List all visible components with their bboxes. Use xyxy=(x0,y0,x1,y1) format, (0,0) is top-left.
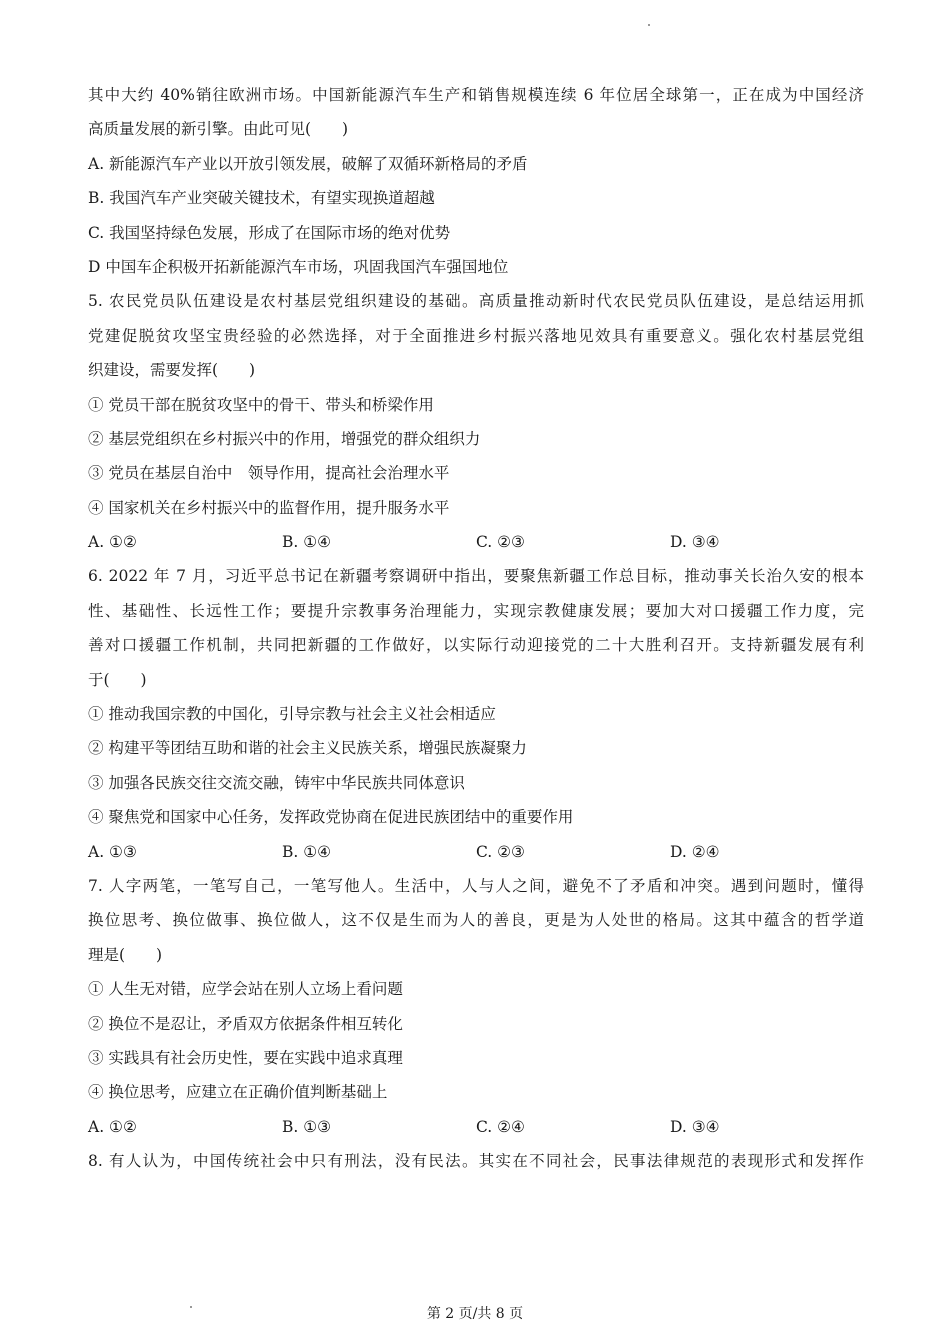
q7-item-4: ④ 换位思考，应建立在正确价值判断基础上 xyxy=(88,1083,388,1102)
q7-choices xyxy=(88,1110,864,1144)
exam-page-content xyxy=(88,78,864,1179)
q6-item-4: ④ 聚焦党和国家中心任务，发挥政党协商在促进民族团结中的重要作用 xyxy=(88,808,574,827)
q7-stem-line: 换位思考、换位做事、换位做人，这不仅是生而为人的善良，更是为人处世的格局。这其中蕴含的哲学道 xyxy=(88,911,864,930)
question-6 xyxy=(88,559,864,869)
q6-item-1: ① 推动我国宗教的中国化，引导宗教与社会主义社会相适应 xyxy=(88,705,496,724)
q5-choice-d: D. ③④ xyxy=(670,533,720,552)
q7-item-1: ① 人生无对错，应学会站在别人立场上看问题 xyxy=(88,980,403,999)
q8-stem-line: 8. 有人认为，中国传统社会中只有刑法，没有民法。其实在不同社会，民事法律规范的表现形式和发挥作 xyxy=(88,1152,864,1171)
q7-stem-line: 理是( ) xyxy=(88,945,163,964)
q6-choices xyxy=(88,835,864,869)
q4-option-c: C. 我国坚持绿色发展，形成了在国际市场的绝对优势 xyxy=(88,223,451,242)
q6-item-3: ③ 加强各民族交往交流交融，铸牢中华民族共同体意识 xyxy=(88,773,465,792)
q4-option-a: A. 新能源汽车产业以开放引领发展，破解了双循环新格局的矛盾 xyxy=(88,154,528,173)
q5-stem-line: 织建设，需要发挥( ) xyxy=(88,361,256,380)
q7-choice-a: A. ①② xyxy=(88,1117,137,1136)
q7-choice-c: C. ②④ xyxy=(476,1117,525,1136)
q6-stem-line: 于( ) xyxy=(88,670,147,689)
q5-choices xyxy=(88,525,864,559)
q5-choice-b: B. ①④ xyxy=(282,533,332,552)
q6-stem-line: 性、基础性、长远性工作；要提升宗教事务治理能力，实现宗教健康发展；要加大对口援疆工作力度，完 xyxy=(88,601,864,620)
q6-item-2: ② 构建平等团结互助和谐的社会主义民族关系，增强民族凝聚力 xyxy=(88,739,527,758)
q7-choice-b: B. ①③ xyxy=(282,1117,332,1136)
q5-item-3: ③ 党员在基层自治中 领导作用，提高社会治理水平 xyxy=(88,464,450,483)
q4-option-b: B. 我国汽车产业突破关键技术，有望实现换道超越 xyxy=(88,189,435,208)
q5-choice-a: A. ①② xyxy=(88,533,137,552)
q5-stem-line: 5. 农民党员队伍建设是农村基层党组织建设的基础。高质量推动新时代农民党员队伍建设，是总结运用抓 xyxy=(88,292,864,311)
question-7 xyxy=(88,869,864,1144)
q6-choice-d: D. ②④ xyxy=(670,842,720,861)
question-5 xyxy=(88,284,864,559)
q6-stem-line: 6. 2022 年 7 月，习近平总书记在新疆考察调研中指出，要聚焦新疆工作总目标，推动事关长治久安的根本 xyxy=(88,567,864,586)
q7-choice-d: D. ③④ xyxy=(670,1117,720,1136)
q7-stem-line: 7. 人字两笔，一笔写自己，一笔写他人。生活中，人与人之间，避免不了矛盾和冲突。遇到问题时，懂得 xyxy=(88,876,864,895)
q5-choice-c: C. ②③ xyxy=(476,533,525,552)
q6-choice-b: B. ①④ xyxy=(282,842,332,861)
q7-item-2: ② 换位不是忍让，矛盾双方依据条件相互转化 xyxy=(88,1014,403,1033)
q6-choice-a: A. ①③ xyxy=(88,842,137,861)
page-number-footer: 第 2 页/共 8 页 xyxy=(426,1306,524,1322)
q5-stem-line: 党建促脱贫攻坚宝贵经验的必然选择，对于全面推进乡村振兴落地见效具有重要意义。强化农村基层党组 xyxy=(88,326,864,345)
q6-choice-c: C. ②③ xyxy=(476,842,525,861)
q5-item-1: ① 党员干部在脱贫攻坚中的骨干、带头和桥梁作用 xyxy=(88,395,434,414)
q6-stem-line: 善对口援疆工作机制，共同把新疆的工作做好，以实际行动迎接党的二十大胜利召开。支持新疆发展有利 xyxy=(88,636,864,655)
q4-continuation xyxy=(88,78,864,284)
question-8 xyxy=(88,1144,864,1178)
q5-item-4: ④ 国家机关在乡村振兴中的监督作用，提升服务水平 xyxy=(88,498,450,517)
q4-stem-line: 高质量发展的新引擎。由此可见( ) xyxy=(88,120,349,139)
q5-item-2: ② 基层党组织在乡村振兴中的作用，增强党的群众组织力 xyxy=(88,429,481,448)
q4-stem-line: 其中大约 40%销往欧洲市场。中国新能源汽车生产和销售规模连续 6 年位居全球第一，正在成为中国经济 xyxy=(88,86,864,104)
q7-item-3: ③ 实践具有社会历史性，要在实践中追求真理 xyxy=(88,1048,403,1067)
scan-dot-top xyxy=(648,24,650,26)
q4-option-d: D 中国车企积极开拓新能源汽车市场，巩固我国汽车强国地位 xyxy=(88,257,509,276)
